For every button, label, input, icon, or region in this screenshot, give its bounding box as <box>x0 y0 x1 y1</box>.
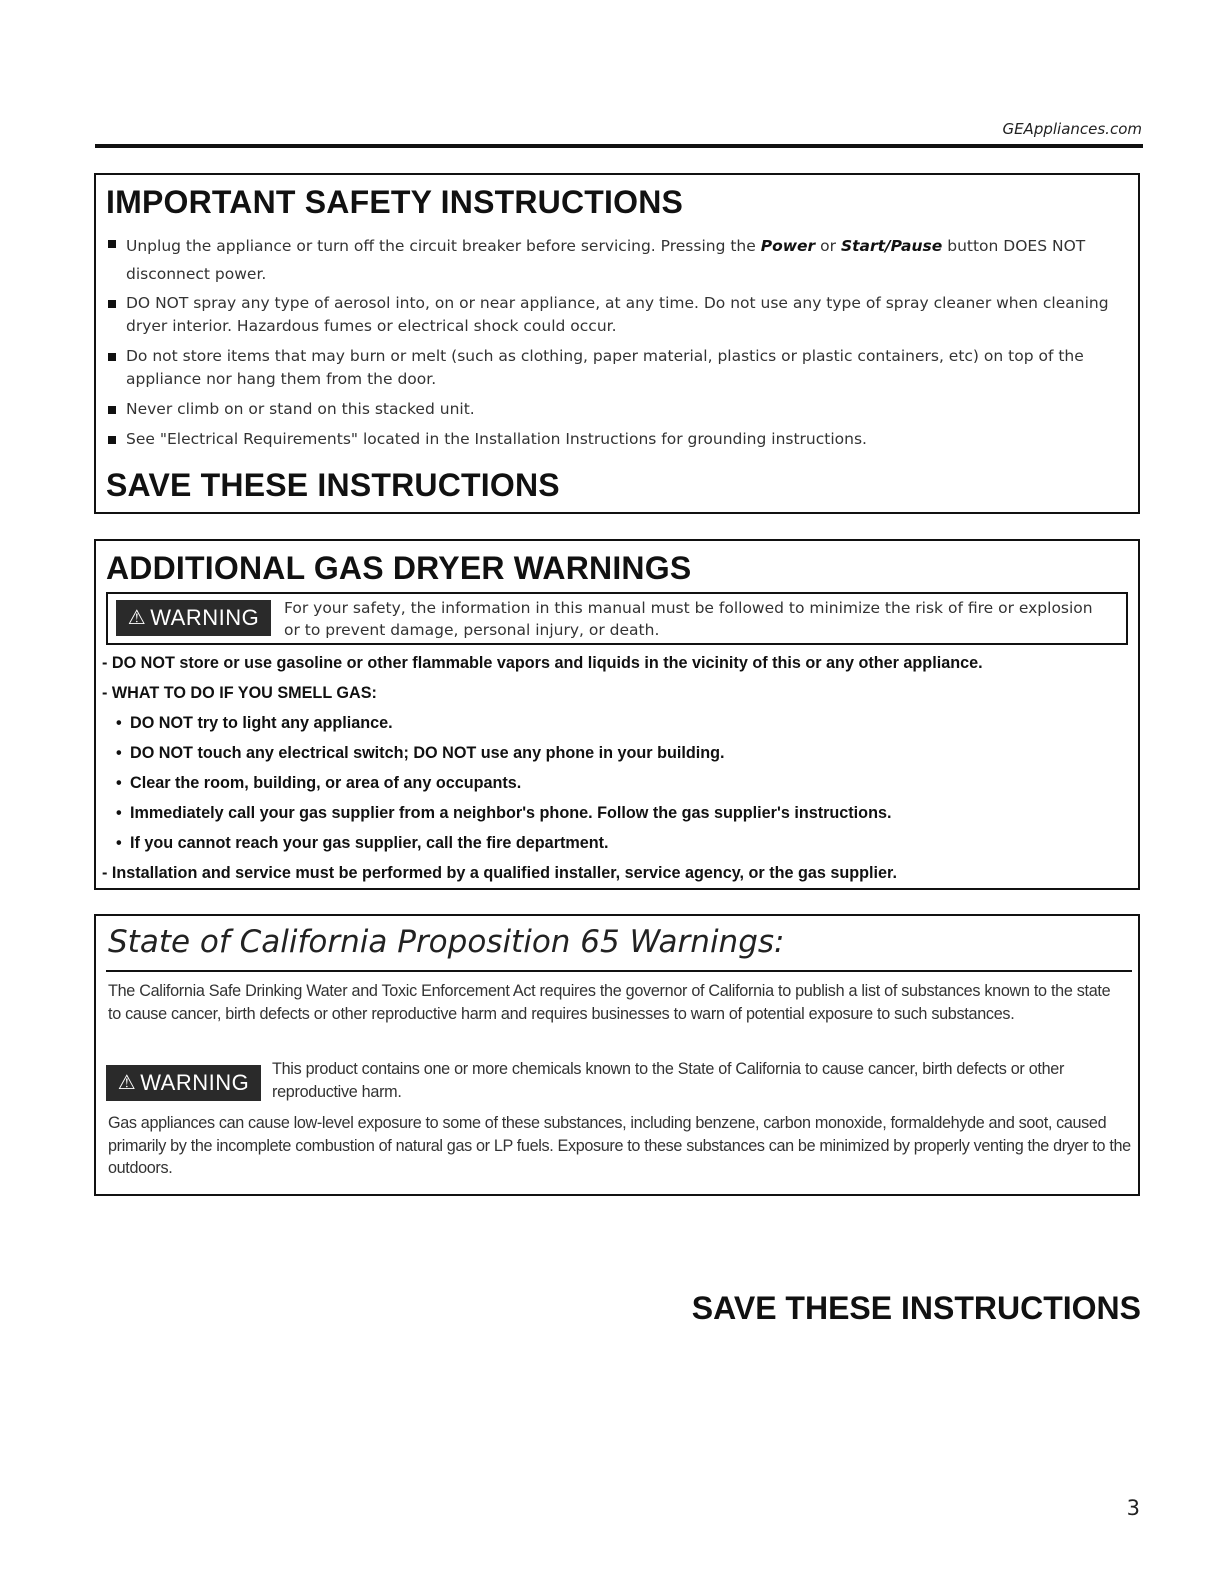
save-instructions-heading: SAVE THESE INSTRUCTIONS <box>106 467 560 503</box>
gas-warning-panel <box>106 592 1128 645</box>
warning-triangle-icon: ⚠ <box>127 607 147 629</box>
header-rule <box>95 144 1143 148</box>
gas-line-flammables: - DO NOT store or use gasoline or other flammable vapors and liquids in the vicinity of this or any other appliance. <box>102 654 983 672</box>
gas-warnings-title: ADDITIONAL GAS DRYER WARNINGS <box>106 550 692 586</box>
gas-instructions <box>102 652 1128 892</box>
safety-item-unplug: Unplug the appliance or turn off the circuit breaker before servicing. Pressing the Power or Start/Pause button DOES NOT disconnect power. <box>108 232 1118 288</box>
website-url: GEAppliances.com <box>1002 120 1142 138</box>
warning-badge <box>116 600 271 636</box>
prop65-box <box>94 914 1140 1196</box>
prop65-title: State of California Proposition 65 Warnings: <box>108 924 785 960</box>
safety-item-storage: Do not store items that may burn or melt (such as clothing, paper material, plastics or plastic containers, etc) on top of the appliance nor hang them from the door. <box>108 345 1118 391</box>
gas-line-smell-gas: - WHAT TO DO IF YOU SMELL GAS: <box>102 684 377 702</box>
safety-item-climb: Never climb on or stand on this stacked unit. <box>108 398 1118 421</box>
gas-sub-call-supplier: • Immediately call your gas supplier from a neighbor's phone. Follow the gas supplier's instructions. <box>102 802 1128 832</box>
warning-triangle-icon: ⚠ <box>117 1072 137 1094</box>
warning-badge-label: WARNING <box>140 1070 250 1095</box>
save-instructions-footer: SAVE THESE INSTRUCTIONS <box>691 1290 1141 1326</box>
safety-list <box>108 232 1118 458</box>
gas-line-installation: - Installation and service must be performed by a qualified installer, service agency, or the gas supplier. <box>102 864 897 882</box>
gas-sub-switch: • DO NOT touch any electrical switch; DO NOT use any phone in your building. <box>102 742 1128 772</box>
prop65-warning-badge <box>106 1065 261 1101</box>
safety-item-aerosol: DO NOT spray any type of aerosol into, on or near appliance, at any time. Do not use any type of spray cleaner when cleaning dryer interior. Hazardous fumes or electrical shock could occur. <box>108 292 1118 338</box>
prop65-intro: The California Safe Drinking Water and Toxic Enforcement Act requires the governor of California to publish a list of substances known to the state to cause cancer, birth defects or other reproductive harm and requires businesses to warn of potential exposure to such substances. <box>108 982 1111 1023</box>
gas-sub-light: • DO NOT try to light any appliance. <box>102 712 1128 742</box>
warning-badge-label: WARNING <box>150 605 260 630</box>
prop65-rule <box>106 970 1132 972</box>
page-number: 3 <box>1126 1496 1140 1520</box>
prop65-warning-text: This product contains one or more chemicals known to the State of California to cause cancer, birth defects or other reproductive harm. <box>272 1060 1065 1101</box>
prop65-gas-exposure: Gas appliances can cause low-level exposure to some of these substances, including benzene, carbon monoxide, formaldehyde and soot, caused primarily by the incomplete combustion of natural gas or LP fuels. Exposure to these substances can be minimized by properly venting the dryer to the outdoors. <box>108 1114 1131 1177</box>
gas-sub-clear-room: • Clear the room, building, or area of any occupants. <box>102 772 1128 802</box>
gas-sub-fire-dept: • If you cannot reach your gas supplier, call the fire department. <box>102 832 1128 862</box>
safety-instructions-box <box>94 173 1140 514</box>
gas-warning-text: For your safety, the information in this manual must be followed to minimize the risk of fire or explosion or to prevent damage, personal injury, or death. <box>284 599 1093 639</box>
start-pause-button-ref: Start/Pause <box>840 237 943 255</box>
safety-title: IMPORTANT SAFETY INSTRUCTIONS <box>106 184 684 220</box>
safety-item-electrical: See "Electrical Requirements" located in the Installation Instructions for grounding instructions. <box>108 428 1118 451</box>
power-button-ref: Power <box>760 237 816 255</box>
gas-warnings-box <box>94 539 1140 890</box>
